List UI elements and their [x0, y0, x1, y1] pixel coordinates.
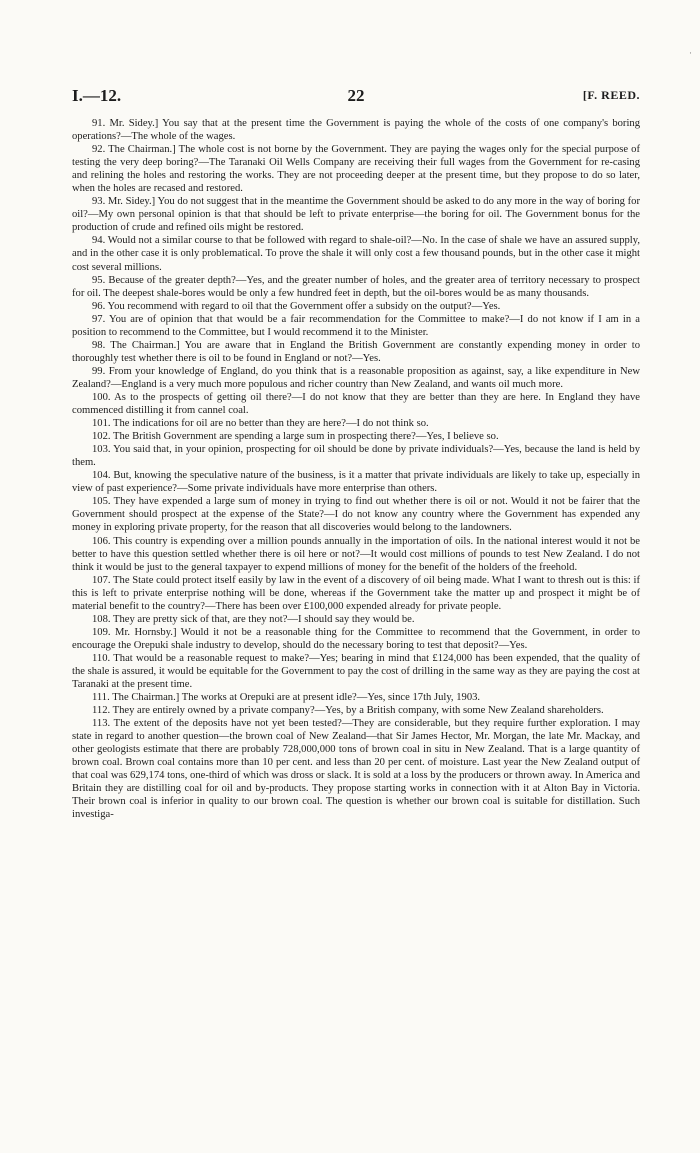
paragraph: 101. The indications for oil are no better than they are here?—I do not think so.: [92, 418, 429, 430]
paragraph: 99. From your knowledge of England, do you think that is a reasonable proposition as against, say, a like expenditure in New Zealand?—England is a very much more populous and richer country than New Zealand, and wants oil much more.: [72, 365, 640, 390]
paragraph: 97. You are of opinion that that would be a fair recommendation for the Committee to make?—I do not know if I am in a position to recommend to the Committee, but I would recommend it to the Minister.: [72, 313, 640, 338]
paragraph: 109. Mr. Hornsby.] Would it not be a reasonable thing for the Committee to recommend that the Government, in order to encourage the Orepuki shale industry to develop, should do the necessary boring to test that deposit?—Yes.: [72, 626, 640, 651]
witness-name: [F. REED.: [582, 88, 640, 102]
edge-mark: ·: [689, 48, 692, 58]
paragraph: 106. This country is expending over a million pounds annually in the importation of oils. In the national interest would it not be better to have this question settled whether there is oil here or not?—It would cost millions of pounds to test New Zealand. I do not think it would be just to the general taxpayer to expend millions of money for the benefit of the holders of the freehold.: [72, 535, 640, 573]
page-header: [72, 86, 640, 106]
paragraph: 111. The Chairman.] The works at Orepuki are at present idle?—Yes, since 17th July, 1903.: [92, 692, 481, 704]
paragraph: 91. Mr. Sidey.] You say that at the present time the Government is paying the whole of the costs of one company's boring operations?—The whole of the wages.: [72, 118, 640, 143]
paper-reference: I.—12.: [72, 86, 122, 105]
paragraph: 113. The extent of the deposits have not yet been tested?—They are considerable, but they require further exploration. I may state in regard to another question—the brown coal of New Zealand—that Sir James Hector, Mr. Morgan, the late Mr. Mackay, and other geologists estimate that there are probably 728,000,000 tons of brown coal in situ in New Zealand. That is a large quantity of brown coal. Brown coal contains more than 10 per cent. and less than 20 per cent. of moisture. Last year the New Zealand output of that coal was 629,174 tons, one-third of which was dross or slack. It is sold at a loss by the producers or thrown away. In America and Britain they are distilling coal for oil and by-products. They propose starting works in connection with it at Alton Bay in Victoria. Their brown coal is inferior in quality to our brown coal. The question is whether our brown coal is suitable for distillation. Such investiga-: [72, 718, 640, 821]
paragraph: 92. The Chairman.] The whole cost is not borne by the Government. They are paying the wages only for the special purpose of testing the very deep boring?—The Taranaki Oil Wells Company are receiving their full wages from the Government for re-casing and relining the holes and restoring the works. They are not proceeding deeper at the present time, but they propose to do so later, when the holes are recased and restored.: [72, 144, 640, 195]
paragraph: 107. The State could protect itself easily by law in the event of a discovery of oil being made. What I want to thresh out is this: if this is left to private enterprise nothing will be done, whereas if the Government take the matter up and prospect it might be of material benefit to the country?—There has been over £100,000 expended already for private people.: [72, 574, 640, 612]
paragraph: 108. They are pretty sick of that, are they not?—I should say they would be.: [92, 613, 415, 625]
paragraph: 96. You recommend with regard to oil that the Government offer a subsidy on the output?—Yes.: [92, 300, 501, 312]
paragraph: 112. They are entirely owned by a private company?—Yes, by a British company, with some New Zealand shareholders.: [92, 705, 604, 717]
paragraph: 93. Mr. Sidey.] You do not suggest that in the meantime the Government should be asked to do any more in the way of boring for oil?—My own personal opinion is that that should be left to private enterprise—the boring for oil. The Government bonus for the production of crude and refined oils might be restored.: [72, 196, 640, 234]
paragraph: 95. Because of the greater depth?—Yes, and the greater number of holes, and the greater area of territory necessary to prospect for oil. The deepest shale-bores would be only a few hundred feet in depth, but the oil-bores would be as many thousands.: [72, 274, 640, 299]
evidence-body: [72, 117, 640, 822]
paragraph: 104. But, knowing the speculative nature of the business, is it a matter that private individuals are likely to take up, especially in view of past experience?—Some private individuals have more enterprise than others.: [72, 470, 640, 495]
paragraph: 98. The Chairman.] You are aware that in England the British Government are constantly expending money in order to thoroughly test whether there is oil to be found in England or not?—Yes.: [72, 339, 640, 364]
page-number: 22: [347, 86, 365, 105]
paragraph: 103. You said that, in your opinion, prospecting for oil should be done by private individuals?—Yes, because the land is held by them.: [72, 444, 640, 469]
paragraph: 102. The British Government are spending a large sum in prospecting there?—Yes, I believe so.: [92, 431, 499, 443]
paragraph: 105. They have expended a large sum of money in trying to find out whether there is oil or not. Would it not be fairer that the Government should prospect at the expense of the State?—I do not know any country where the Government has expended any money in exploring private property, for the reason that all discoveries would belong to the landowners.: [72, 496, 640, 534]
paragraph: 94. Would not a similar course to that be followed with regard to shale-oil?—No. In the case of shale we have an assured supply, and in the other case it is only problematical. To prove the shale it will only cost a few thousand pounds, but in the other case it might cost several millions.: [72, 235, 640, 273]
paragraph: 110. That would be a reasonable request to make?—Yes; bearing in mind that £124,000 has been expended, that the quality of the shale is assured, it would be equitable for the Government to pay the cost of drilling in the same way as they are paying the cost at Taranaki at the present time.: [72, 652, 640, 691]
paragraph: 100. As to the prospects of getting oil there?—I do not know that they are better than they are here. In England they have commenced distilling it from cannel coal.: [72, 391, 640, 417]
